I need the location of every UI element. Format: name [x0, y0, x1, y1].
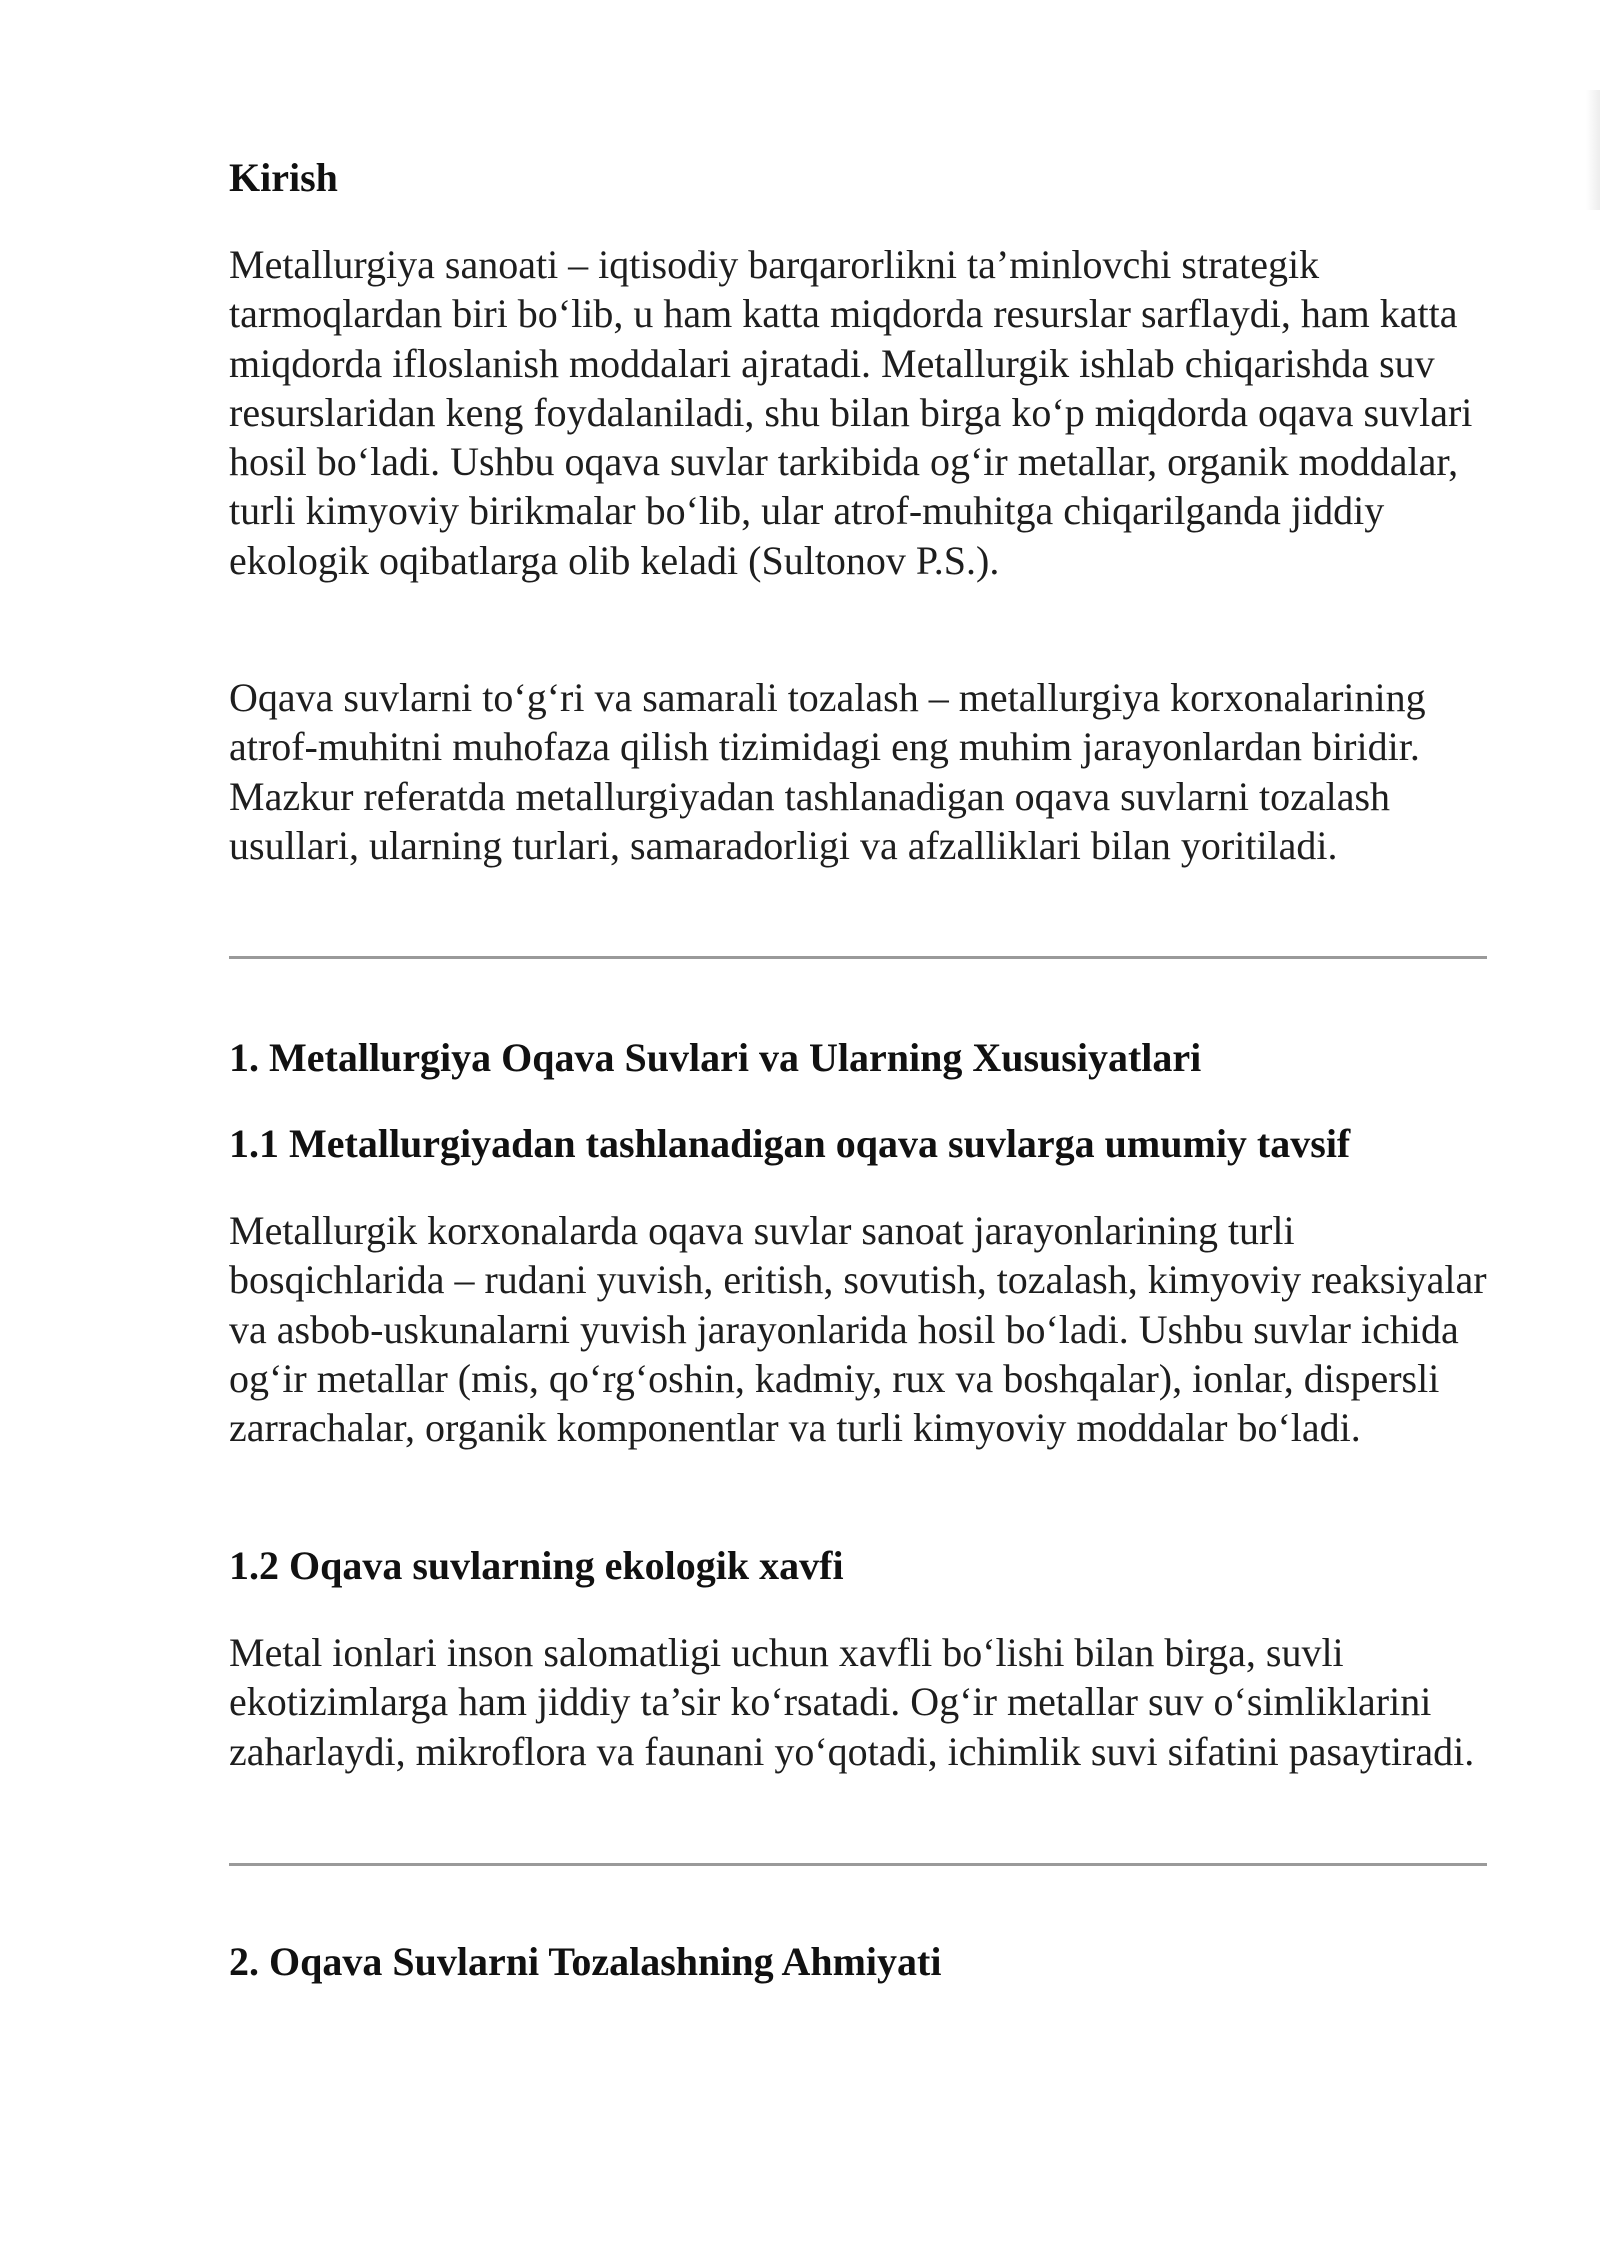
subsection-1-1-heading: 1.1 Metallurgiyadan tashlanadigan oqava suvlarga umumiy tavsif [229, 1121, 1351, 1166]
page-edge-shadow [1586, 90, 1600, 210]
subsection-1-1-paragraph: Metallurgik korxonalarda oqava suvlar sanoat jarayonlarining turli bosqichlarida – rudani yuvish, eritish, sovutish, tozalash, kimyoviy reaksiyalar va asbob-uskunalarni yuvish jarayonlarida hosil bo‘ladi. Ushbu suvlar ichida og‘ir metallar (mis, qo‘rg‘oshin, kadmiy, rux va boshqalar), ionlar, dispersli zarrachalar, organik komponentlar va turli kimyoviy moddalar bo‘ladi. [229, 1208, 1487, 1451]
intro-heading: Kirish [229, 155, 338, 200]
subsection-1-2-heading: 1.2 Oqava suvlarning ekologik xavfi [229, 1543, 844, 1588]
section-divider [229, 1863, 1487, 1866]
intro-paragraph-2: Oqava suvlarni to‘g‘ri va samarali tozalash – metallurgiya korxonalarining atrof-muhitni muhofaza qilish tizimidagi eng muhim jarayonlardan biridir. Mazkur referatda metallurgiyadan tashlanadigan oqava suvlarni tozalash usullari, ularning turlari, samaradorligi va afzalliklari bilan yoritiladi. [229, 675, 1426, 868]
intro-paragraph-1: Metallurgiya sanoati – iqtisodiy barqarorlikni ta’minlovchi strategik tarmoqlardan biri bo‘lib, u ham katta miqdorda resurslar sarflaydi, ham katta miqdorda ifloslanish moddalari ajratadi. Metallurgik ishlab chiqarishda suv resurslaridan keng foydalaniladi, shu bilan birga ko‘p miqdorda oqava suvlari hosil bo‘ladi. Ushbu oqava suvlar tarkibida og‘ir metallar, organik moddalar, turli kimyoviy birikmalar bo‘lib, ular atrof-muhitga chiqarilganda jiddiy ekologik oqibatlarga olib keladi (Sultonov P.S.). [229, 242, 1473, 583]
section-2-heading: 2. Oqava Suvlarni Tozalashning Ahmiyati [229, 1939, 942, 1984]
section-divider [229, 956, 1487, 959]
subsection-1-2-paragraph: Metal ionlari inson salomatligi uchun xavfli bo‘lishi bilan birga, suvli ekotizimlarga ham jiddiy ta’sir ko‘rsatadi. Og‘ir metallar suv o‘simliklarini zaharlaydi, mikroflora va faunani yo‘qotadi, ichimlik suvi sifatini pasaytiradi. [229, 1630, 1475, 1774]
section-1-heading: 1. Metallurgiya Oqava Suvlari va Ularning Xususiyatlari [229, 1035, 1202, 1080]
